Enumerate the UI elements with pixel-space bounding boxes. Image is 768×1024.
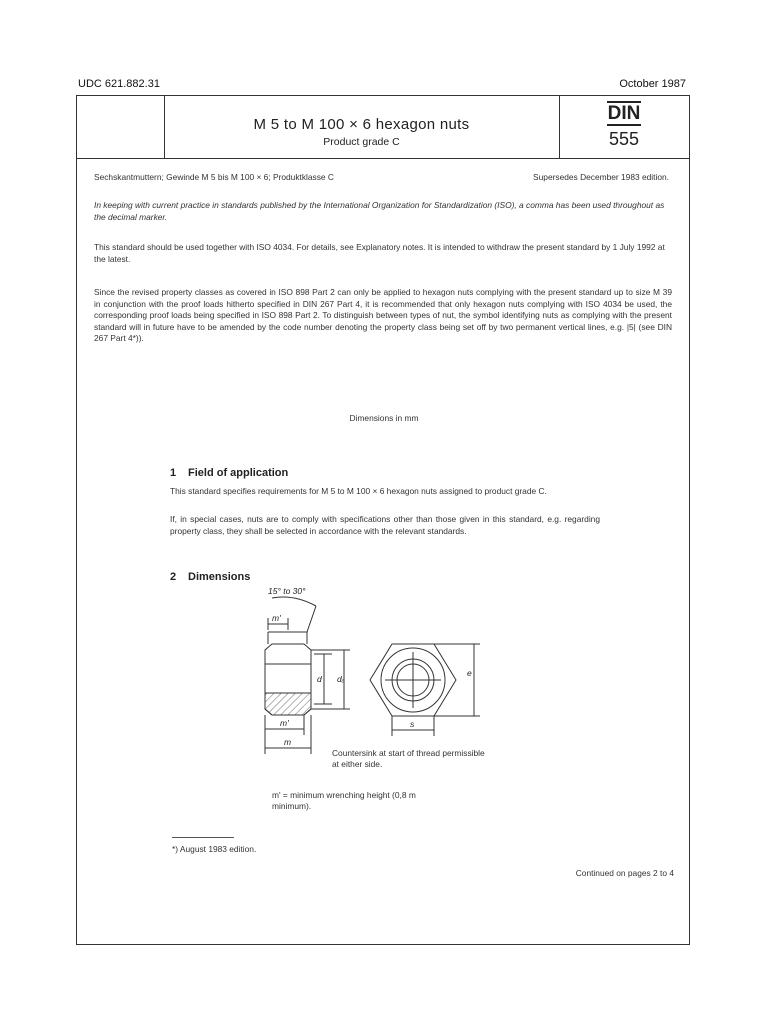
title-block [77,96,689,159]
title-block-center-cell [164,96,560,158]
s-label: s [410,719,415,729]
section-1-paragraph-1: This standard specifies requirements for M 5 to M 100 × 6 hexagon nuts assigned to product grade C. [170,486,547,496]
d-label: d [317,674,322,684]
din-logo [559,104,689,123]
countersink-note: Countersink at start of thread permissible at either side. [332,748,485,769]
hexagon-nut-drawing [180,490,500,770]
section-2-number: 2 [170,571,177,583]
e-label: e [467,668,472,678]
section-1-paragraph-2: If, in special cases, nuts are to comply with specifications other than those given in this standard, e.g. regarding property class, they shall be selected in accordance with the relevant standards. [170,514,600,536]
angle-label: 15° to 30° [268,586,306,596]
da-label: dₐ [337,674,345,684]
footnote-rule [172,837,234,838]
m-label: m [284,737,292,747]
property-class-paragraph: Since the revised property classes as covered in ISO 898 Part 2 can only be applied to hexagon nuts complying with the present standard up to size M 39 in conjunction with the proof loads hitherto specified in DIN 267 Part 4, it is recommended that only hexagon nuts complying with ISO 4034 be used, the corresponding proof loads being specified in ISO 898 Part 2. To distinguish between types of nut, the symbol identifying nuts as complying with the present standard will in future have to be amended by the code number denoting the property class being set off by two permanent vertical lines, e.g. |5| (see DIN 267 Part 4*)). [94,287,672,343]
page-title: M 5 to M 100 × 6 hexagon nuts [253,116,470,133]
footnote: *) August 1983 edition. [172,844,257,854]
m-prime-top-label: m' [272,613,281,623]
issue-date: October 1987 [619,78,686,90]
wrenching-height-note: m' = minimum wrenching height (0,8 m minimum). [272,790,416,811]
dimensions-note: Dimensions in mm [349,413,419,423]
iso-decimal-note: In keeping with current practice in standards published by the International Organization for Standardization (ISO), a comma has been used throughout as the decimal marker. [94,200,665,222]
standard-number: 555 [608,129,640,149]
section-1-heading [170,467,288,479]
page-subtitle: Product grade C [323,136,400,148]
title-block-left-cell [77,96,165,158]
usage-paragraph: This standard should be used together with ISO 4034. For details, see Explanatory notes. It is intended to withdraw the present standard by 1 July 1992 at the latest. [94,242,665,264]
section-1-title: Field of application [188,467,289,479]
section-2-title: Dimensions [188,571,251,583]
udc-number: UDC 621.882.31 [78,78,160,90]
supersedes-note: Supersedes December 1983 edition. [533,172,669,182]
german-title: Sechskantmuttern; Gewinde M 5 bis M 100 × 6; Produktklasse C [94,172,334,182]
continued-note: Continued on pages 2 to 4 [575,868,674,878]
m-prime-bottom-label: m' [280,718,289,728]
nut-top-view [370,644,480,736]
din-logo-text: DIN [607,103,641,124]
title-block-right-cell [559,96,689,158]
section-1-number: 1 [170,467,177,479]
